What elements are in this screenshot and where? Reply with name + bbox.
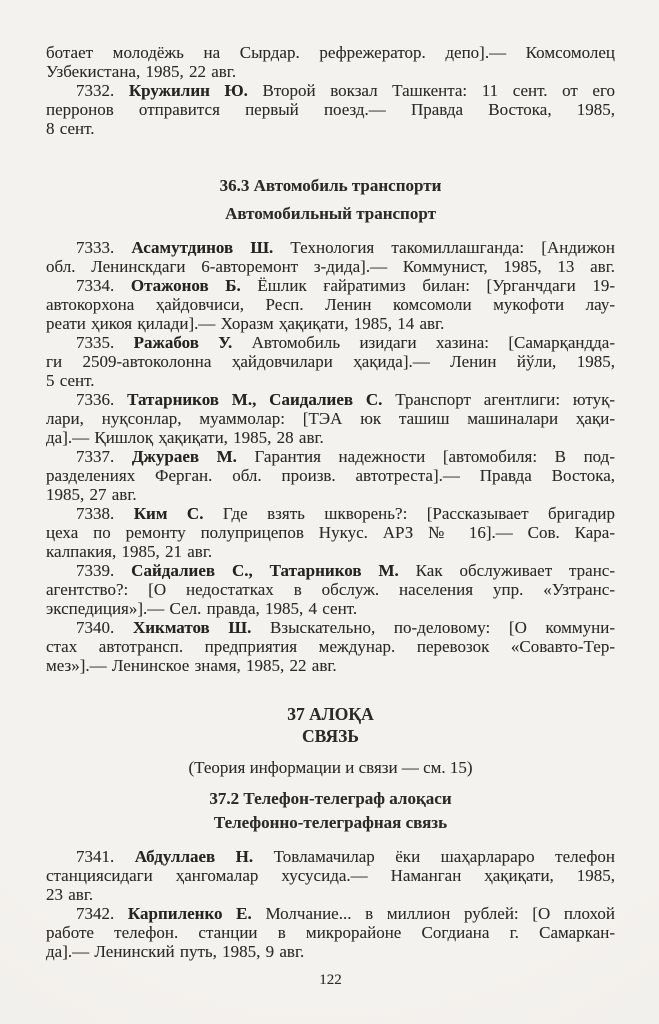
text-line: 7334. Отажонов Б. Ёшлик ғайратимиз билан: [Урганчдаги 19-: [76, 276, 615, 295]
subsection-37-2-heading-uz: [46, 787, 615, 811]
bib-entry-7333: [46, 238, 615, 276]
text-line: 1985, 27 авг.: [46, 485, 137, 504]
bib-entry-7337: [46, 447, 615, 504]
text-line: реати ҳикоя қилади].— Хоразм ҳақиқати, 1985, 14 авг.: [46, 314, 445, 333]
text-line: ги 2509-автоколонна ҳайдовчилари ҳақида].— Ленин йўли, 1985,: [46, 352, 615, 371]
text-line: 8 сент.: [46, 119, 95, 138]
text-line: лари, нуқсонлар, муаммолар: [ТЭА юк ташиш машиналари ҳақи-: [46, 409, 615, 428]
text-line: 7336. Татарников М., Саидалиев С. Транспорт агентлиги: ютуқ-: [76, 390, 615, 409]
text-line: ботает молодёжь на Сырдар. рефрежератор. депо].— Комсомолец: [46, 43, 615, 62]
text-line: 23 авг.: [46, 885, 94, 904]
bib-entry-7339: [46, 561, 615, 618]
bib-entry-7342: [46, 904, 615, 961]
bib-entry-7338: [46, 504, 615, 561]
text-line: 7337. Джураев М. Гарантия надежности [автомобиля: В под-: [76, 447, 615, 466]
heading-line: 37.2 Телефон-телеграф алоқаси: [209, 789, 452, 808]
author-name: Ким С.: [133, 504, 204, 523]
paragraph-continuation: [46, 43, 615, 81]
text-line: да].— Қишлоқ ҳақиқати, 1985, 28 авг.: [46, 428, 324, 447]
text-line: 7339. Сайдалиев С., Татарников М. Как обслуживает транс-: [76, 561, 615, 580]
text-line: станциясидаги ҳангомалар хусусида.— Наманган ҳақиқати, 1985,: [46, 866, 615, 885]
text-line: перронов отправится первый поезд.— Правда Востока, 1985,: [46, 100, 615, 119]
author-name: Абдуллаев Н.: [134, 847, 254, 866]
text-line: агентство?: [О недостатках в обслуж. населения упр. «Узтранс-: [46, 580, 615, 599]
bib-entry-7332: [46, 81, 615, 138]
text-line: да].— Ленинский путь, 1985, 9 авг.: [46, 942, 305, 961]
heading-line: СВЯЗЬ: [302, 726, 359, 746]
heading-line: 37 АЛОҚА: [287, 704, 374, 724]
author-name: Асамутдинов Ш.: [131, 238, 274, 257]
heading-line: Телефонно-телеграфная связь: [213, 813, 448, 832]
author-name: Отажонов Б.: [130, 276, 241, 295]
text-line: стах автотрансп. предприятия междунар. перевозок «Совавто-Тер-: [46, 637, 615, 656]
text-line: 7342. Карпиленко Е. Молчание... в миллион рублей: [О плохой: [76, 904, 615, 923]
text-line: 7333. Асамутдинов Ш. Технология такомиллашганда: [Андижон: [76, 238, 615, 257]
text-line: 7332. Кружилин Ю. Второй вокзал Ташкента: 11 сент. от его: [76, 81, 615, 100]
author-name: Кружилин Ю.: [128, 81, 248, 100]
author-name: Хикматов Ш.: [132, 618, 252, 637]
bib-entry-7340: [46, 618, 615, 675]
text-line: обл. Ленинскдаги 6-авторемонт з-дида].— Коммунист, 1985, 13 авг.: [46, 257, 615, 276]
text-line: Узбекистана, 1985, 22 авг.: [46, 62, 237, 81]
heading-line: Автомобильный транспорт: [225, 204, 436, 223]
subsection-37-2-heading-ru: [46, 811, 615, 835]
text-line: работе телефон. станции в микрорайоне Согдиана г. Самаркан-: [46, 923, 615, 942]
text-line: автокорхона ҳайдовчиси, Респ. Ленин комсомоли мукофоти лау-: [46, 295, 615, 314]
author-name: Карпиленко Е.: [127, 904, 252, 923]
text-line: разделениях Ферган. обл. произв. автотреста].— Правда Востока,: [46, 466, 615, 485]
section-36-3-heading: [46, 172, 615, 228]
text-line: 5 сент.: [46, 371, 95, 390]
author-name: Ражабов У.: [133, 333, 233, 352]
chapter-37-heading: [46, 703, 615, 747]
text-line: 7341. Абдуллаев Н. Товламачилар ёки шаҳарлараро телефон: [76, 847, 615, 866]
page-number: 122: [319, 972, 342, 988]
text-line: 7335. Ражабов У. Автомобиль изидаги хазина: [Самарқандда-: [76, 333, 615, 352]
text-line: 7338. Ким С. Где взять шкворень?: [Рассказывает бригадир: [76, 504, 615, 523]
see-also-note: [46, 757, 615, 779]
author-name: Сайдалиев С., Татарников М.: [131, 561, 399, 580]
text-line: цеха по ремонту полуприцепов Нукус. АРЗ № 16].— Сов. Кара-: [46, 523, 615, 542]
bib-entry-7336: [46, 390, 615, 447]
bib-entry-7341: [46, 847, 615, 904]
bib-entry-7335: [46, 333, 615, 390]
bib-entry-7334: [46, 276, 615, 333]
text-line: калпакия, 1985, 21 авг.: [46, 542, 213, 561]
author-name: Джураев М.: [131, 447, 237, 466]
text-line: экспедиция»].— Сел. правда, 1985, 4 сент.: [46, 599, 358, 618]
page-content: [46, 43, 615, 961]
text-line: 7340. Хикматов Ш. Взыскательно, по-деловому: [О коммуни-: [76, 618, 615, 637]
text-line: мез»].— Ленинское знамя, 1985, 22 авг.: [46, 656, 337, 675]
author-name: Татарников М., Саидалиев С.: [127, 390, 383, 409]
heading-line: (Теория информации и связи — см. 15): [188, 758, 473, 777]
heading-line: 36.3 Автомобиль транспорти: [219, 176, 442, 195]
